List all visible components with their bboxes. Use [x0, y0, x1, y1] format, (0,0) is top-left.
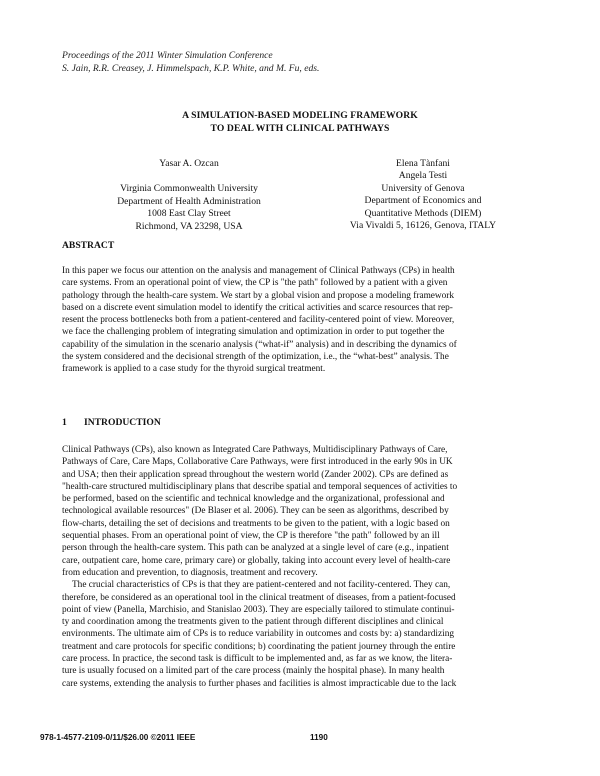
body-line: environments. The ultimate aim of CPs is to reduce variability in outcomes and costs by: a) standardizing [62, 629, 455, 640]
body-line: Clinical Pathways (CPs), also known as Integrated Care Pathways, Multidisciplinary Pathways of Care, [62, 445, 448, 455]
section-title: INTRODUCTION [84, 417, 161, 428]
abstract-line: based on a discrete event simulation model to identify the critical activities and scarce resources that rep- [62, 302, 453, 313]
body-line: care process. In practice, the second task is difficult to be implemented and, as far as we know, the litera- [62, 654, 453, 665]
affiliation-line: 1008 East Clay Street [147, 208, 231, 220]
author-name: Elena Tànfani [396, 158, 450, 169]
abstract-line: we face the challenging problem of integrating simulation and optimization in order to put together the [62, 327, 445, 338]
body-line: flow-charts, detailing the set of decisions and treatments to be given to the patient, with a logic based on [62, 518, 450, 529]
section-number: 1 [62, 417, 67, 428]
author-affiliation [318, 183, 528, 233]
affiliation-line: Quantitative Methods (DIEM) [364, 207, 482, 219]
body-line: sequential phases. From an operational point of view, the CP is therefore "the path" followed by an ill [62, 531, 440, 542]
affiliation-line: Department of Health Administration [117, 195, 261, 207]
author-affiliation [84, 183, 294, 233]
proceedings-title: Proceedings of the 2011 Winter Simulation Conference [62, 50, 273, 61]
affiliation-line: Richmond, VA 23298, USA [135, 220, 243, 232]
affiliation-line: University of Genova [381, 182, 465, 194]
abstract-body [62, 265, 540, 376]
proceedings-header [62, 50, 319, 75]
body-line: therefore, be considered as an operational tool in the clinical treatment of diseases, from a patient-focused [62, 592, 456, 603]
body-line: care, outpatient care, home care, primary care) or globally, taking into account every level of health-care [62, 555, 451, 566]
abstract-line: framework is applied to a case study for the thyroid surgical treatment. [62, 364, 326, 375]
body-line: be performed, based on the scientific and technical knowledge and the organizational, professional and [62, 494, 445, 505]
section-heading-introduction [62, 417, 161, 430]
paper-title-line-1: A SIMULATION-BASED MODELING FRAMEWORK [182, 110, 418, 121]
body-line: and USA; then their application spread throughout the western world (Zander 2002). CPs are defined as [62, 469, 449, 480]
author-right [318, 158, 528, 232]
abstract-line: care systems. From an operational point of view, the CP is "the path" followed by a patient with a given [62, 278, 448, 289]
body-line: Pathways of Care, Care Maps, Collaborative Care Pathways, were first introduced in the early 90s in UK [62, 457, 453, 468]
body-line: care systems, extending the analysis to further phases and facilities is almost impracticable due to the lack [62, 678, 457, 689]
isbn-copyright: 978-1-4577-2109-0/11/$26.00 ©2011 IEEE [40, 733, 196, 742]
abstract-line: capability of the simulation in the scenario analysis (“what-if” analysis) and in describing the dynamics of [62, 339, 457, 350]
abstract-line: In this paper we focus our attention on the analysis and management of Clinical Pathways (CPs) in health [62, 266, 455, 276]
introduction-body [62, 444, 540, 690]
page-number: 1190 [310, 733, 328, 742]
author-left [84, 158, 294, 233]
affiliation-line: Via Vivaldi 5, 16126, Genova, ITALY [349, 220, 497, 232]
body-line: person through the health-care system. This path can be analyzed at a single level of care (e.g., inpatient [62, 543, 449, 554]
body-line: technological available resources" (De Blaser et al. 2006). They can be seen as algorithms, described by [62, 506, 449, 517]
author-name: Yasar A. Ozcan [159, 158, 219, 169]
paper-title-line-2: TO DEAL WITH CLINICAL PATHWAYS [210, 122, 390, 134]
body-line: The crucial characteristics of CPs is that they are patient-centered and not facility-centered. They can, [72, 580, 451, 591]
proceedings-editors: S. Jain, R.R. Creasey, J. Himmelspach, K.P. White, and M. Fu, eds. [62, 62, 320, 74]
abstract-line: the system considered and the decisional strength of the optimization, i.e., the “what-best” analysis. The [62, 352, 449, 363]
body-line: ty and coordination among the treatments given to the patient through different disciplines and clinical [62, 617, 444, 628]
paper-title [0, 110, 600, 135]
body-line: ture is usually focused on a limited part of the care process (mainly the hospital phase). In many health [62, 666, 445, 677]
body-line: treatment and care protocols for specific conditions; b) coordinating the patient journey through the entire [62, 641, 456, 652]
affiliation-line: Department of Economics and [364, 195, 482, 207]
author-name: Angela Testi [398, 170, 448, 182]
page-footer [40, 733, 560, 747]
abstract-heading: ABSTRACT [62, 240, 115, 251]
body-line: "health-care structured multidisciplinary plans that describe spatial and temporal sequences of activities to [62, 481, 458, 492]
body-line: from education and prevention, to diagnosis, treatment and recovery. [62, 567, 318, 578]
body-line: point of view (Panella, Marchisio, and Stanislao 2003). They are especially tailored to stimulate continui- [62, 604, 455, 615]
affiliation-line: Virginia Commonwealth University [120, 183, 258, 195]
abstract-line: resent the process bottlenecks both from a patient-centered and facility-centered point of view. Moreover, [62, 315, 455, 326]
abstract-line: pathology through the health-care system. We start by a global vision and propose a modeling framework [62, 290, 455, 301]
